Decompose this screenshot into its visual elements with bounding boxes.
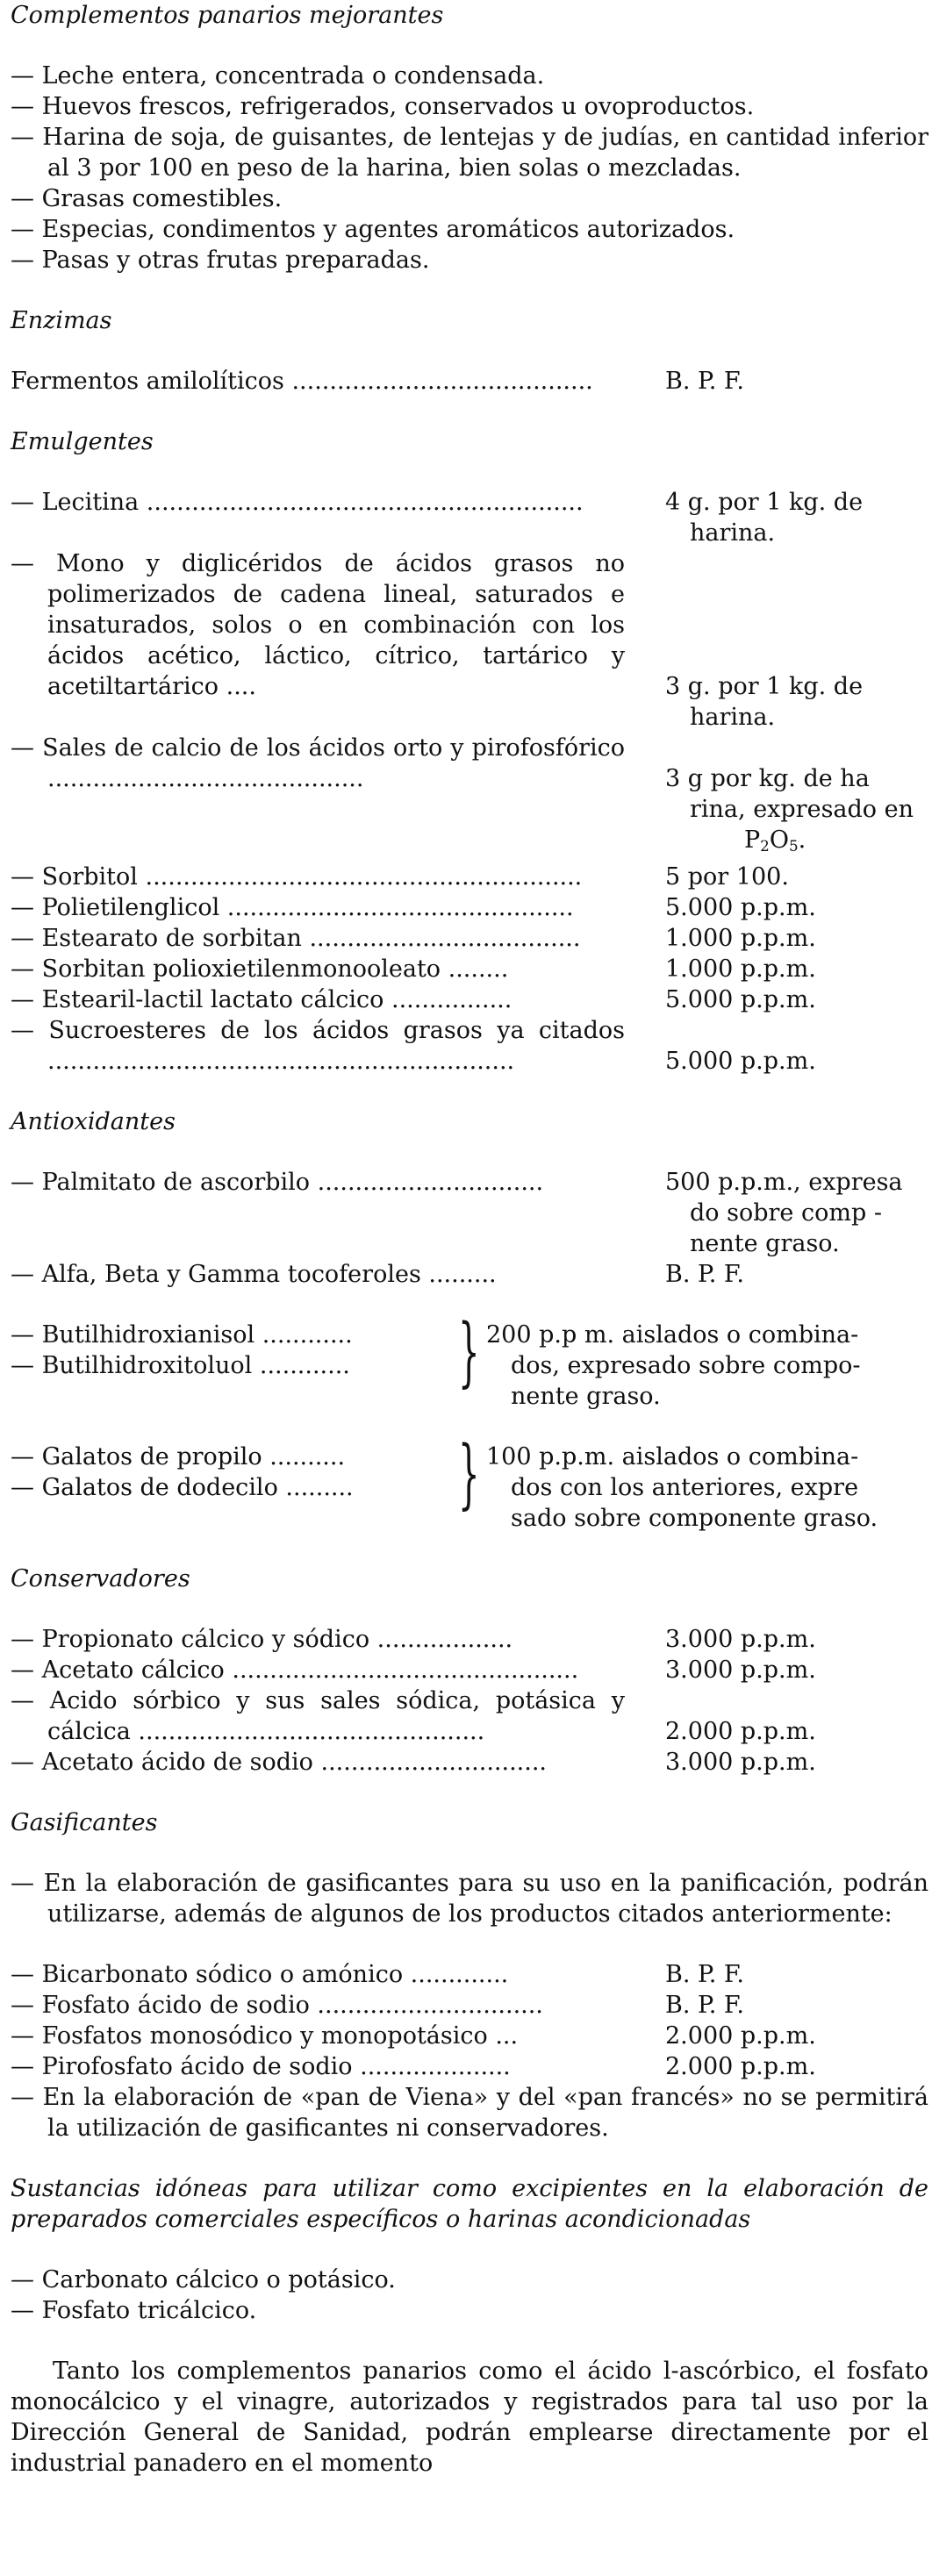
row-value: 2.000 p.p.m. [665,2022,816,2050]
value-line: 3 g por kg. de ha [665,765,870,792]
row-value: 3.000 p.p.m. [665,1657,816,1684]
desc-line: 100 p.p.m. aislados o combina- [486,1443,859,1470]
row-value [625,1167,928,1259]
row-value: 2.000 p.p.m. [665,1718,816,1745]
row-item: Fermentos amilolíticos ........................................ [11,368,593,395]
list-item: — Galatos de propilo .......... [11,1443,346,1470]
row-item: — Acetato cálcico .............................................. [11,1657,579,1684]
list-item: — Especias, condimentos y agentes aromáticos autorizados. [11,216,735,243]
heading-emulgentes: Emulgentes [11,428,154,455]
grouped-items [11,1308,928,1412]
table-row [11,1959,928,1990]
row-item: — Acido sórbico y sus sales sódica, potásica y cálcica .............................................. [11,1687,625,1745]
row-item: — Estearato de sorbitan .................................... [11,925,581,952]
row-value: 1.000 p.p.m. [665,955,816,983]
row-value: 3.000 p.p.m. [665,1749,816,1776]
row-value: 5.000 p.p.m. [665,894,816,921]
row-value: 5.000 p.p.m. [665,986,816,1013]
row-item: — Palmitato de ascorbilo .............................. [11,1169,544,1196]
list-item: — Grasas comestibles. [11,185,283,212]
value-line: do sobre comp - [690,1199,882,1227]
table-row [11,1624,928,1655]
row-item: — Estearil-lactil lactato cálcico ................ [11,986,513,1013]
value-line: 4 g. por 1 kg. de [665,489,864,516]
row-value [625,487,928,548]
row-value [625,733,928,862]
row-item: — Bicarbonato sódico o amónico ............. [11,1961,509,1988]
row-item: — Fosfato ácido de sodio .............................. [11,1992,543,2019]
value-line: nente graso. [690,1230,840,1257]
table-row [11,733,928,862]
heading-conservadores: Conservadores [11,1565,190,1592]
list-item: — Butilhidroxianisol ............ [11,1321,353,1349]
table-row [11,1655,928,1685]
desc-line: dos con los anteriores, expre [511,1474,859,1501]
row-item: — Sorbitol .......................................................... [11,863,583,891]
row-value: B. P. F. [665,368,744,395]
row-item: — Fosfatos monosódico y monopotásico ... [11,2022,519,2050]
table-row [11,862,928,892]
row-value: B. P. F. [665,1992,744,2019]
desc-line: dos, expresado sobre compo- [511,1352,861,1379]
list-item: — Leche entera, concentrada o condensada. [11,62,545,89]
row-value: 5.000 p.p.m. [665,1048,816,1075]
heading-enzimas: Enzimas [11,307,112,334]
table-row [11,1685,928,1747]
table-row [11,1015,928,1077]
grouped-items [11,1430,928,1534]
heading-complementos: Complementos panarios mejorantes [11,2,444,29]
intro-text: — En la elaboración de gasificantes para su uso en la panificación, podrán utilizarse, además de algunos de los productos citados anteriormente: [11,1870,928,1928]
list-item: — Harina de soja, de guisantes, de lentejas y de judías, en cantidad inferior al 3 por 100 en peso de la harina, bien solas o mezcladas. [11,124,928,182]
row-value: 1.000 p.p.m. [665,925,816,952]
row-value [625,548,928,733]
row-item: — Propionato cálcico y sódico .................. [11,1626,513,1653]
table-row [11,1167,928,1259]
row-item: — Sales de calcio de los ácidos orto y pirofosfórico .......................................... [11,734,625,792]
group-items [11,1320,458,1381]
row-value: 5 por 100. [665,863,789,891]
list-item: — Butilhidroxitoluol ............ [11,1352,350,1379]
desc-line: nente graso. [511,1383,661,1410]
desc-line: sado sobre componente graso. [511,1505,878,1532]
value-line: rina, expresado en [690,796,914,823]
row-value: 2.000 p.p.m. [665,2053,816,2080]
value-line: 500 p.p.m., expresa [665,1169,903,1196]
table-row [11,366,928,397]
group-items [11,1442,458,1503]
heading-gasificantes: Gasificantes [11,1809,158,1836]
table-row [11,548,928,733]
value-line: 3 g. por 1 kg. de [665,673,864,700]
row-item: — Sucroesteres de los ácidos grasos ya citados .............................................................. [11,1017,625,1075]
row-item: — Lecitina .......................................................... [11,489,584,516]
closing-text: — En la elaboración de «pan de Viena» y del «pan francés» no se permitirá la utilización de gasificantes ni conservadores. [11,2084,928,2142]
row-item: — Alfa, Beta y Gamma tocoferoles ......... [11,1261,497,1288]
heading-antioxidantes: Antioxidantes [11,1108,176,1135]
row-item: — Mono y diglicéridos de ácidos grasos no polimerizados de cadena lineal, saturados e insaturados, solos o en combinación con los ácidos acético, láctico, cítrico, tartárico y acetiltartárico .... [11,550,625,700]
row-value: 3.000 p.p.m. [665,1626,816,1653]
table-row [11,954,928,984]
table-row [11,892,928,923]
table-row [11,2021,928,2051]
value-line: harina. [690,704,776,731]
brace-icon: } [458,1430,480,1518]
row-item: — Pirofosfato ácido de sodio .................... [11,2053,511,2080]
list-item: — Galatos de dodecilo ......... [11,1474,354,1501]
table-row [11,984,928,1015]
table-row [11,2051,928,2082]
list-item: — Fosfato tricálcico. [11,2297,257,2324]
list-item: — Huevos frescos, refrigerados, conservados u ovoproductos. [11,93,755,120]
value-line: harina. [690,519,776,547]
table-row [11,1990,928,2021]
heading-sustancias: Sustancias idóneas para utilizar como excipientes en la elaboración de preparados comerciales específicos o harinas acondicionadas [11,2175,928,2233]
value-line: $P_2O_5$. [744,826,806,855]
row-item: — Polietilenglicol .............................................. [11,894,574,921]
table-row [11,487,928,548]
table-row [11,1747,928,1778]
row-value: B. P. F. [665,1261,744,1288]
row-item: — Acetato ácido de sodio .............................. [11,1749,547,1776]
group-description [481,1442,928,1534]
row-item: — Sorbitan polioxietilenmonooleato ........ [11,955,509,983]
list-item: — Pasas y otras frutas preparadas. [11,247,430,274]
desc-line: 200 p.p m. aislados o combina- [486,1321,859,1349]
table-row [11,1259,928,1290]
table-row [11,923,928,954]
brace-icon: } [458,1308,480,1396]
final-paragraph: Tanto los complementos panarios como el ácido l-ascórbico, el fosfato monocálcico y el vinagre, autorizados y registrados para tal uso por la Dirección General de Sanidad, podrán emplearse directamente por el industrial panadero en el momento [11,2358,928,2477]
group-description [481,1320,928,1412]
row-value: B. P. F. [665,1961,744,1988]
list-item: — Carbonato cálcico o potásico. [11,2266,396,2293]
